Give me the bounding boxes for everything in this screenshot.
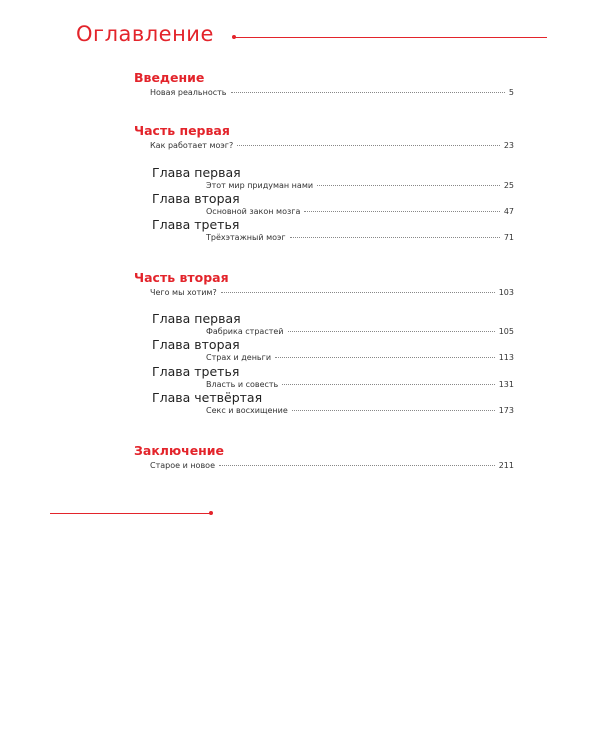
toc-entry-chapter[interactable] — [206, 181, 514, 190]
entry-page: 113 — [498, 353, 514, 362]
toc-entry-part1[interactable] — [150, 141, 514, 150]
conclusion-heading: Заключение — [134, 443, 225, 458]
entry-page: 105 — [498, 327, 514, 336]
chapter-heading: Глава вторая — [152, 337, 240, 352]
toc-entry-chapter[interactable] — [206, 353, 514, 362]
leader-dots — [292, 410, 495, 411]
toc-entry-chapter[interactable] — [206, 380, 514, 389]
part1-heading: Часть первая — [134, 123, 230, 138]
toc-entry-intro[interactable] — [150, 88, 514, 97]
entry-label: Основной закон мозга — [206, 207, 301, 216]
entry-page: 23 — [503, 141, 514, 150]
toc-entry-chapter[interactable] — [206, 327, 514, 336]
entry-page: 131 — [498, 380, 514, 389]
leader-dots — [304, 211, 499, 212]
chapter-heading: Глава первая — [152, 311, 241, 326]
chapter-heading: Глава третья — [152, 364, 240, 379]
entry-label: Чего мы хотим? — [150, 288, 217, 297]
chapter-heading: Глава вторая — [152, 191, 240, 206]
intro-heading: Введение — [134, 70, 205, 85]
entry-page: 5 — [508, 88, 514, 97]
leader-dots — [317, 185, 500, 186]
part2-heading: Часть вторая — [134, 270, 229, 285]
leader-dots — [231, 92, 505, 93]
entry-label: Новая реальность — [150, 88, 227, 97]
leader-dots — [275, 357, 495, 358]
entry-page: 47 — [503, 207, 514, 216]
leader-dots — [237, 145, 500, 146]
entry-page: 211 — [498, 461, 514, 470]
entry-label: Секс и восхищение — [206, 406, 288, 415]
page-title: Оглавление — [76, 22, 214, 46]
entry-label: Как работает моэг? — [150, 141, 234, 150]
leader-dots — [290, 237, 500, 238]
entry-label: Трёхэтажный моэг — [206, 233, 286, 242]
toc-entry-chapter[interactable] — [206, 233, 514, 242]
toc-entry-part2[interactable] — [150, 288, 514, 297]
chapter-heading: Глава первая — [152, 165, 241, 180]
entry-label: Власть и совесть — [206, 380, 279, 389]
entry-page: 173 — [498, 406, 514, 415]
toc-entry-chapter[interactable] — [206, 406, 514, 415]
title-decoration-line — [235, 37, 547, 38]
entry-page: 103 — [498, 288, 514, 297]
chapter-heading: Глава третья — [152, 217, 240, 232]
chapter-heading: Глава четвёртая — [152, 390, 263, 405]
toc-entry-conclusion[interactable] — [150, 461, 514, 470]
toc-entry-chapter[interactable] — [206, 207, 514, 216]
entry-label: Этот мир придуман нами — [206, 181, 314, 190]
leader-dots — [221, 292, 495, 293]
leader-dots — [288, 331, 495, 332]
leader-dots — [219, 465, 495, 466]
entry-label: Старое и новое — [150, 461, 215, 470]
entry-page: 25 — [503, 181, 514, 190]
entry-label: Страх и деньги — [206, 353, 272, 362]
bottom-decoration-dot — [209, 511, 213, 515]
bottom-decoration-line — [50, 513, 210, 514]
entry-label: Фабрика страстей — [206, 327, 284, 336]
leader-dots — [282, 384, 494, 385]
entry-page: 71 — [503, 233, 514, 242]
